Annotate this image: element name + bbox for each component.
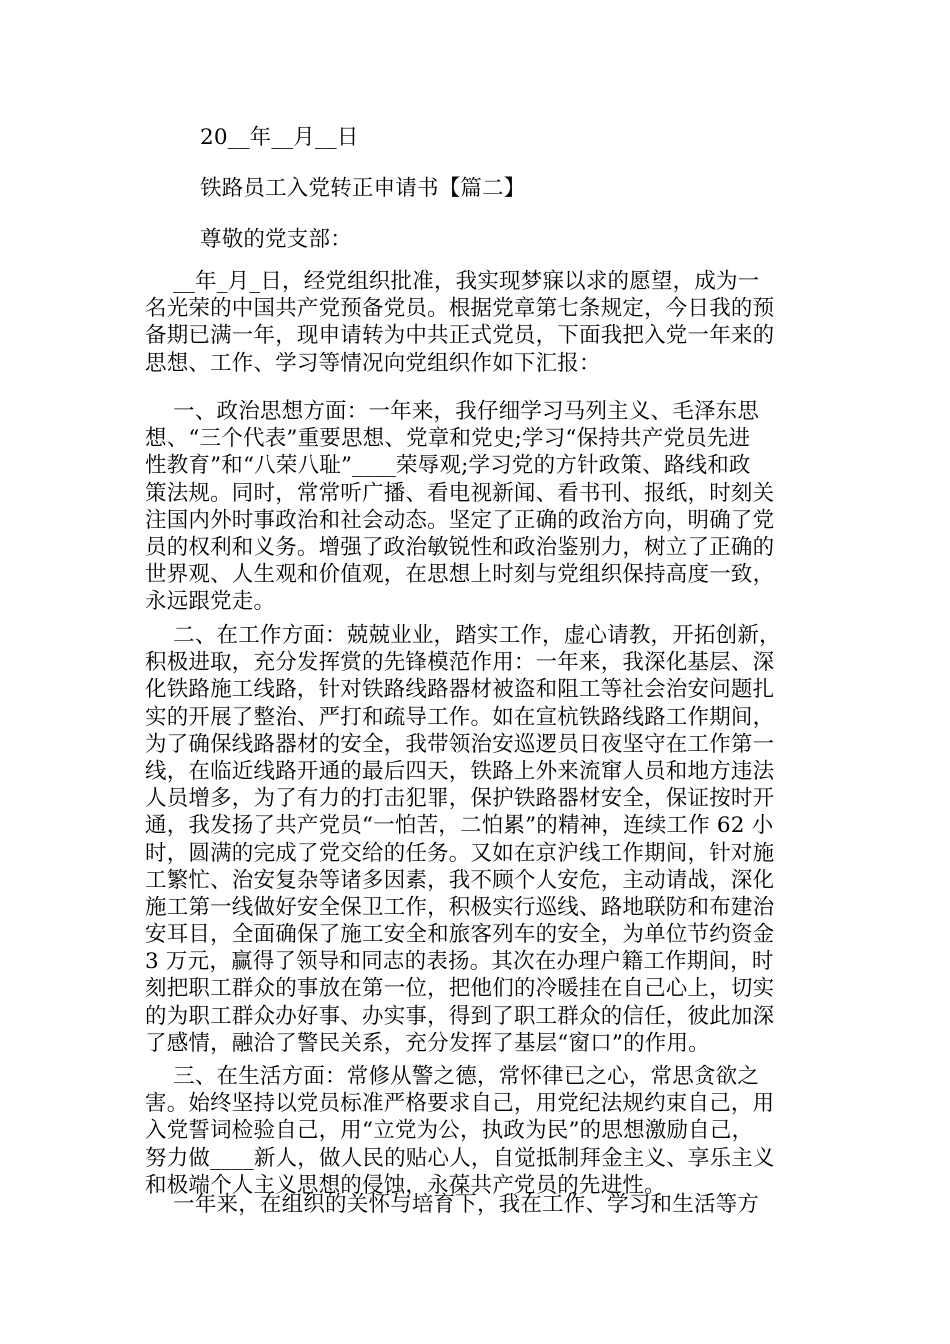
paragraph-line: __年_月_日，经党组织批准，我实现梦寐以求的愿望，成为一 [145,269,760,294]
paragraph-line: 入党誓词检验自己，用“立党为公，执政为民”的思想激励自己， [145,1118,754,1144]
paragraph-3 [145,622,805,1057]
paragraph-line: 刻把职工群众的事放在第一位，把他们的冷暖挂在自己心上，切实 [145,976,775,1002]
paragraph-line: 一年来，在组织的关怀与培育下，我在工作、学习和生活等方 [145,1192,760,1217]
paragraph-line: 努力做____新人，做人民的贴心人，自觉抵制拜金主义、享乐主义 [145,1145,775,1171]
paragraph-line: 3 万元，赢得了领导和同志的表扬。其次在办理户籍工作期间，时 [145,949,774,975]
paragraph-line: 为了确保线路器材的安全，我带领治安巡逻员日夜坚守在工作第一 [145,731,775,757]
paragraph-line: 员的权利和义务。增强了政治敏锐性和政治鉴别力，树立了正确的 [145,534,775,560]
paragraph-line: 备期已满一年，现申请转为中共正式党员，下面我把入党一年来的 [145,323,775,349]
title-text: 铁路员工入党转正申请书【篇二】 [200,176,526,201]
paragraph-line: 思想、工作、学习等情况向党组织作如下汇报： [145,350,601,376]
paragraph-line: 永远跟党走。 [145,589,276,615]
paragraph-line: 三、在生活方面：常修从警之德，常怀律已之心，常思贪欲之 [145,1064,760,1089]
paragraph-line: 想、“三个代表”重要思想、党章和党史;学习“保持共产党员先进 [145,426,751,452]
paragraph-line: 世界观、人生观和价值观，在思想上时刻与党组织保持高度一致， [145,562,775,588]
document-title [145,175,805,202]
paragraph-line: 实的开展了整治、严打和疏导工作。如在宣杭铁路线路工作期间， [145,704,775,730]
paragraph-line: 性教育”和“八荣八耻”____荣辱观;学习党的方针政策、路线和政 [145,453,751,479]
paragraph-line: 注国内外时事政治和社会动态。坚定了正确的政治方向，明确了党 [145,507,775,533]
paragraph-line: 工繁忙、治安复杂等诸多因素，我不顾个人安危，主动请战，深化 [145,867,775,893]
paragraph-2 [145,398,805,616]
paragraph-line: 的为职工群众办好事、办实事，得到了职工群众的信任，彼此加深 [145,1003,775,1029]
paragraph-line: 施工第一线做好安全保卫工作，积极实行巡线、路地联防和布建治 [145,894,775,920]
paragraph-line: 和极端个人主义思想的侵蚀，永葆共产党员的先进性。 [145,1172,666,1198]
paragraph-1 [145,268,805,377]
paragraph-4 [145,1063,805,1199]
paragraph-line: 一、政治思想方面：一年来，我仔细学习马列主义、毛泽东思 [145,399,760,424]
paragraph-line: 二、在工作方面：兢兢业业，踏实工作，虚心请教，开拓创新， [145,623,781,648]
paragraph-line: 了感情，融洽了警民关系，充分发挥了基层“窗口”的作用。 [145,1030,710,1056]
paragraph-line: 积极进取，充分发挥赏的先锋模范作用：一年来，我深化基层、深 [145,650,775,676]
date-line [145,124,805,151]
paragraph-5 [145,1191,805,1218]
date-line-text: 20__年__月__日 [200,125,359,150]
paragraph-line: 通，我发扬了共产党员“一怕苦，二怕累”的精神，连续工作 62 小 [145,813,774,839]
paragraph-line: 名光荣的中国共产党预备党员。根据党章第七条规定，今日我的预 [145,296,775,322]
paragraph-line: 策法规。同时，常常听广播、看电视新闻、看书刊、报纸，时刻关 [145,480,775,506]
paragraph-line: 化铁路施工线路，针对铁路线路器材被盗和阻工等社会治安问题扎 [145,677,775,703]
salutation [145,226,805,253]
paragraph-line: 线，在临近线路开通的最后四天，铁路上外来流窜人员和地方违法 [145,758,775,784]
paragraph-line: 人员增多，为了有力的打击犯罪，保护铁路器材安全，保证按时开 [145,786,775,812]
paragraph-line: 安耳目，全面确保了施工安全和旅客列车的安全，为单位节约资金 [145,922,775,948]
paragraph-line: 时，圆满的完成了党交给的任务。又如在京沪线工作期间，针对施 [145,840,775,866]
salutation-text: 尊敬的党支部： [200,227,352,252]
paragraph-line: 害。始终坚持以党员标准严格要求自己，用党纪法规约束自己，用 [145,1091,775,1117]
